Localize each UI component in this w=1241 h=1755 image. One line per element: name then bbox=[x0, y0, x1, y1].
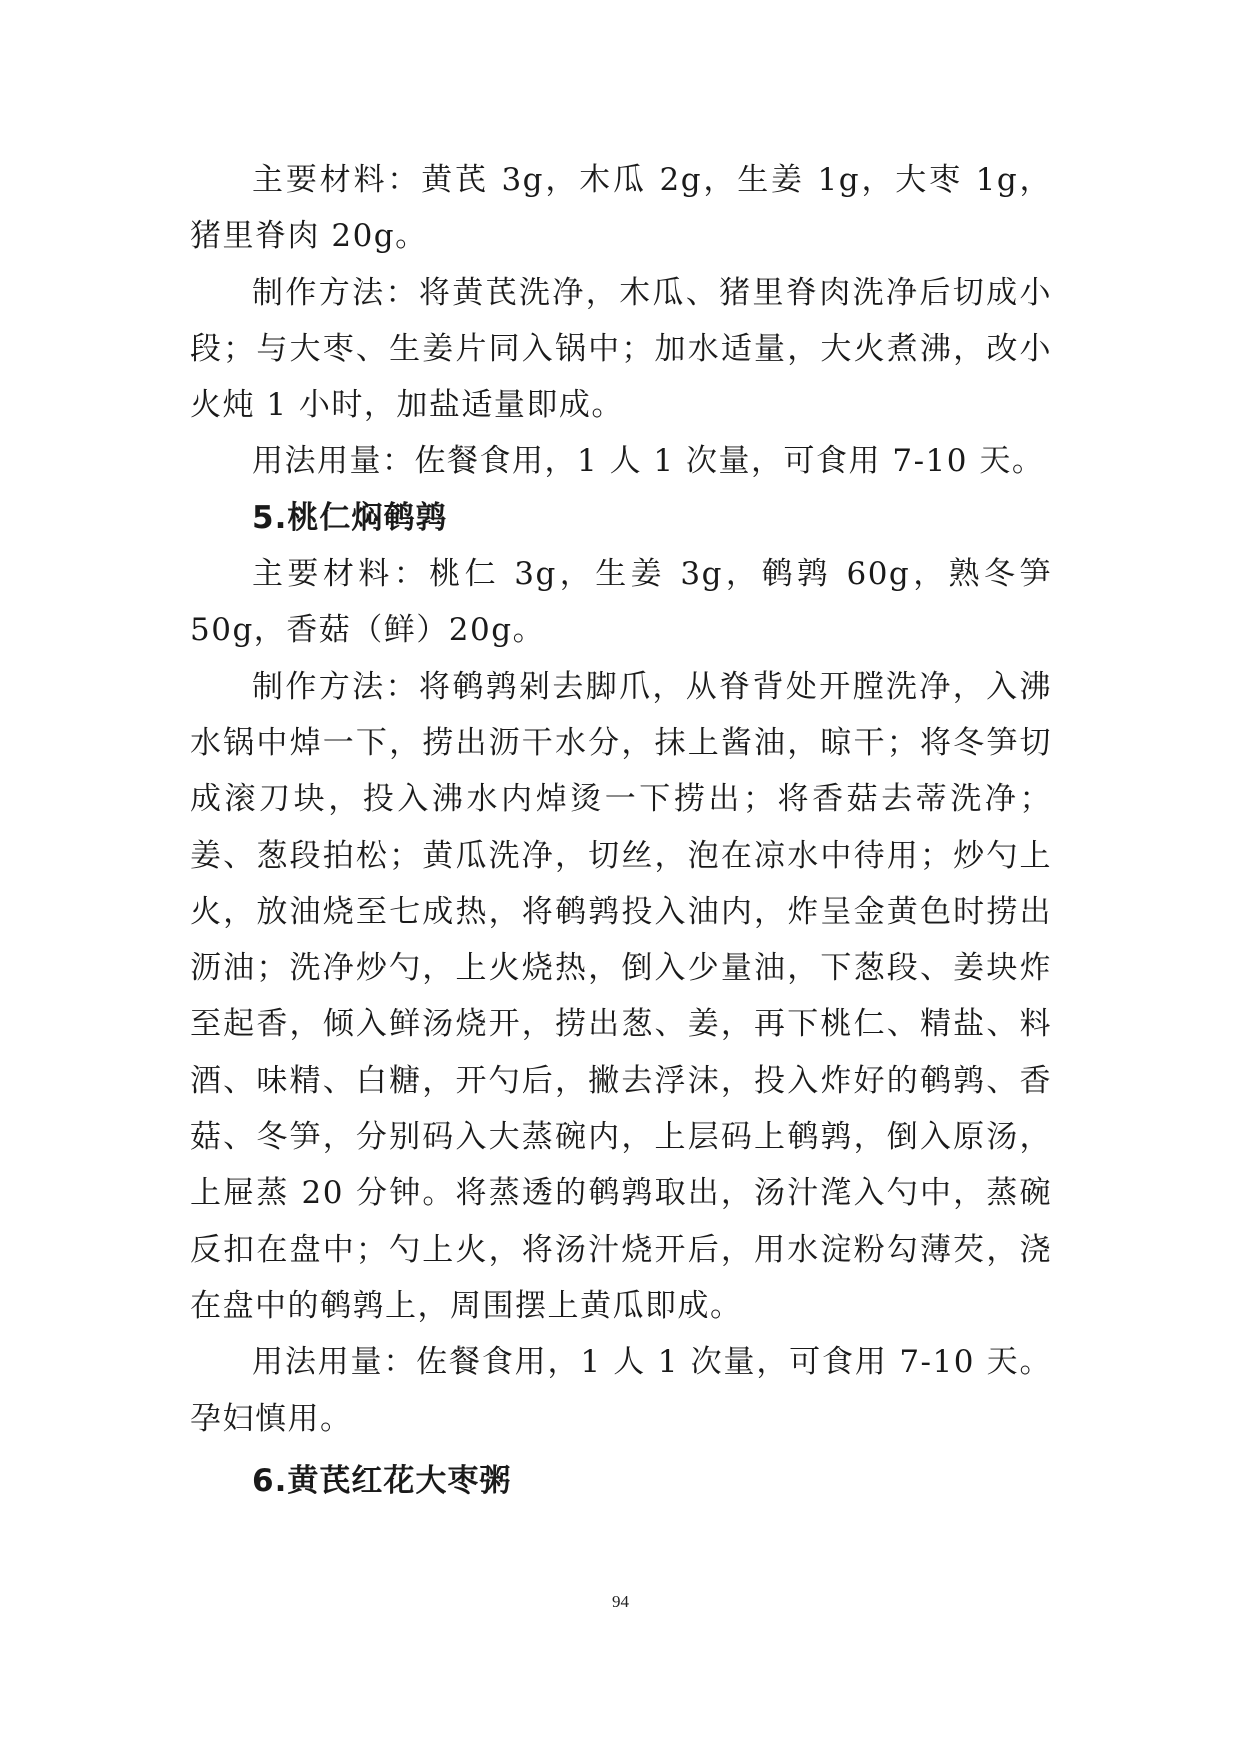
method-paragraph: 制作方法：将鹌鹑剁去脚爪，从脊背处开膛洗净，入沸水锅中焯一下，捞出沥干水分，抹上酱油，晾干；将冬笋切成滚刀块，投入沸水内焯烫一下捞出；将香菇去蒂洗净；姜、葱段拍松；黄瓜洗净，切丝，泡在凉水中待用；炒勺上火，放油烧至七成热，将鹌鹑投入油内，炸呈金黄色时捞出沥油；洗净炒勺，上火烧热，倒入少量油，下葱段、姜块炸至起香，倾入鲜汤烧开，捞出葱、姜，再下桃仁、精盐、料酒、味精、白糖，开勺后，撇去浮沫，投入炸好的鹌鹑、香菇、冬笋，分别码入大蒸碗内，上层码上鹌鹑，倒入原汤，上屉蒸 20 分钟。将蒸透的鹌鹑取出，汤汁滗入勺中，蒸碗反扣在盘中；勺上火，将汤汁烧开后，用水淀粉勾薄芡，浇在盘中的鹌鹑上，周围摆上黄瓜即成。 bbox=[190, 668, 1052, 1324]
recipe-heading-5: 5.桃仁焖鹌鹑 bbox=[252, 499, 448, 536]
method-paragraph: 制作方法：将黄芪洗净，木瓜、猪里脊肉洗净后切成小段；与大枣、生姜片同入锅中；加水适量，大火煮沸，改小火炖 1 小时，加盐适量即成。 bbox=[190, 274, 1052, 424]
recipe-heading-6: 6.黄芪红花大枣粥 bbox=[252, 1462, 512, 1499]
ingredients-paragraph: 主要材料：桃仁 3g，生姜 3g，鹌鹑 60g，熟冬笋 50g，香菇（鲜）20g。 bbox=[190, 556, 1052, 649]
page-body bbox=[190, 152, 1052, 1509]
page-number: 94 bbox=[612, 1592, 629, 1611]
ingredients-paragraph: 主要材料：黄芪 3g，木瓜 2g，生姜 1g，大枣 1g，猪里脊肉 20g。 bbox=[190, 162, 1052, 255]
usage-paragraph: 用法用量：佐餐食用，1 人 1 次量，可食用 7-10 天。孕妇慎用。 bbox=[190, 1344, 1052, 1437]
usage-paragraph: 用法用量：佐餐食用，1 人 1 次量，可食用 7-10 天。 bbox=[252, 443, 1045, 480]
